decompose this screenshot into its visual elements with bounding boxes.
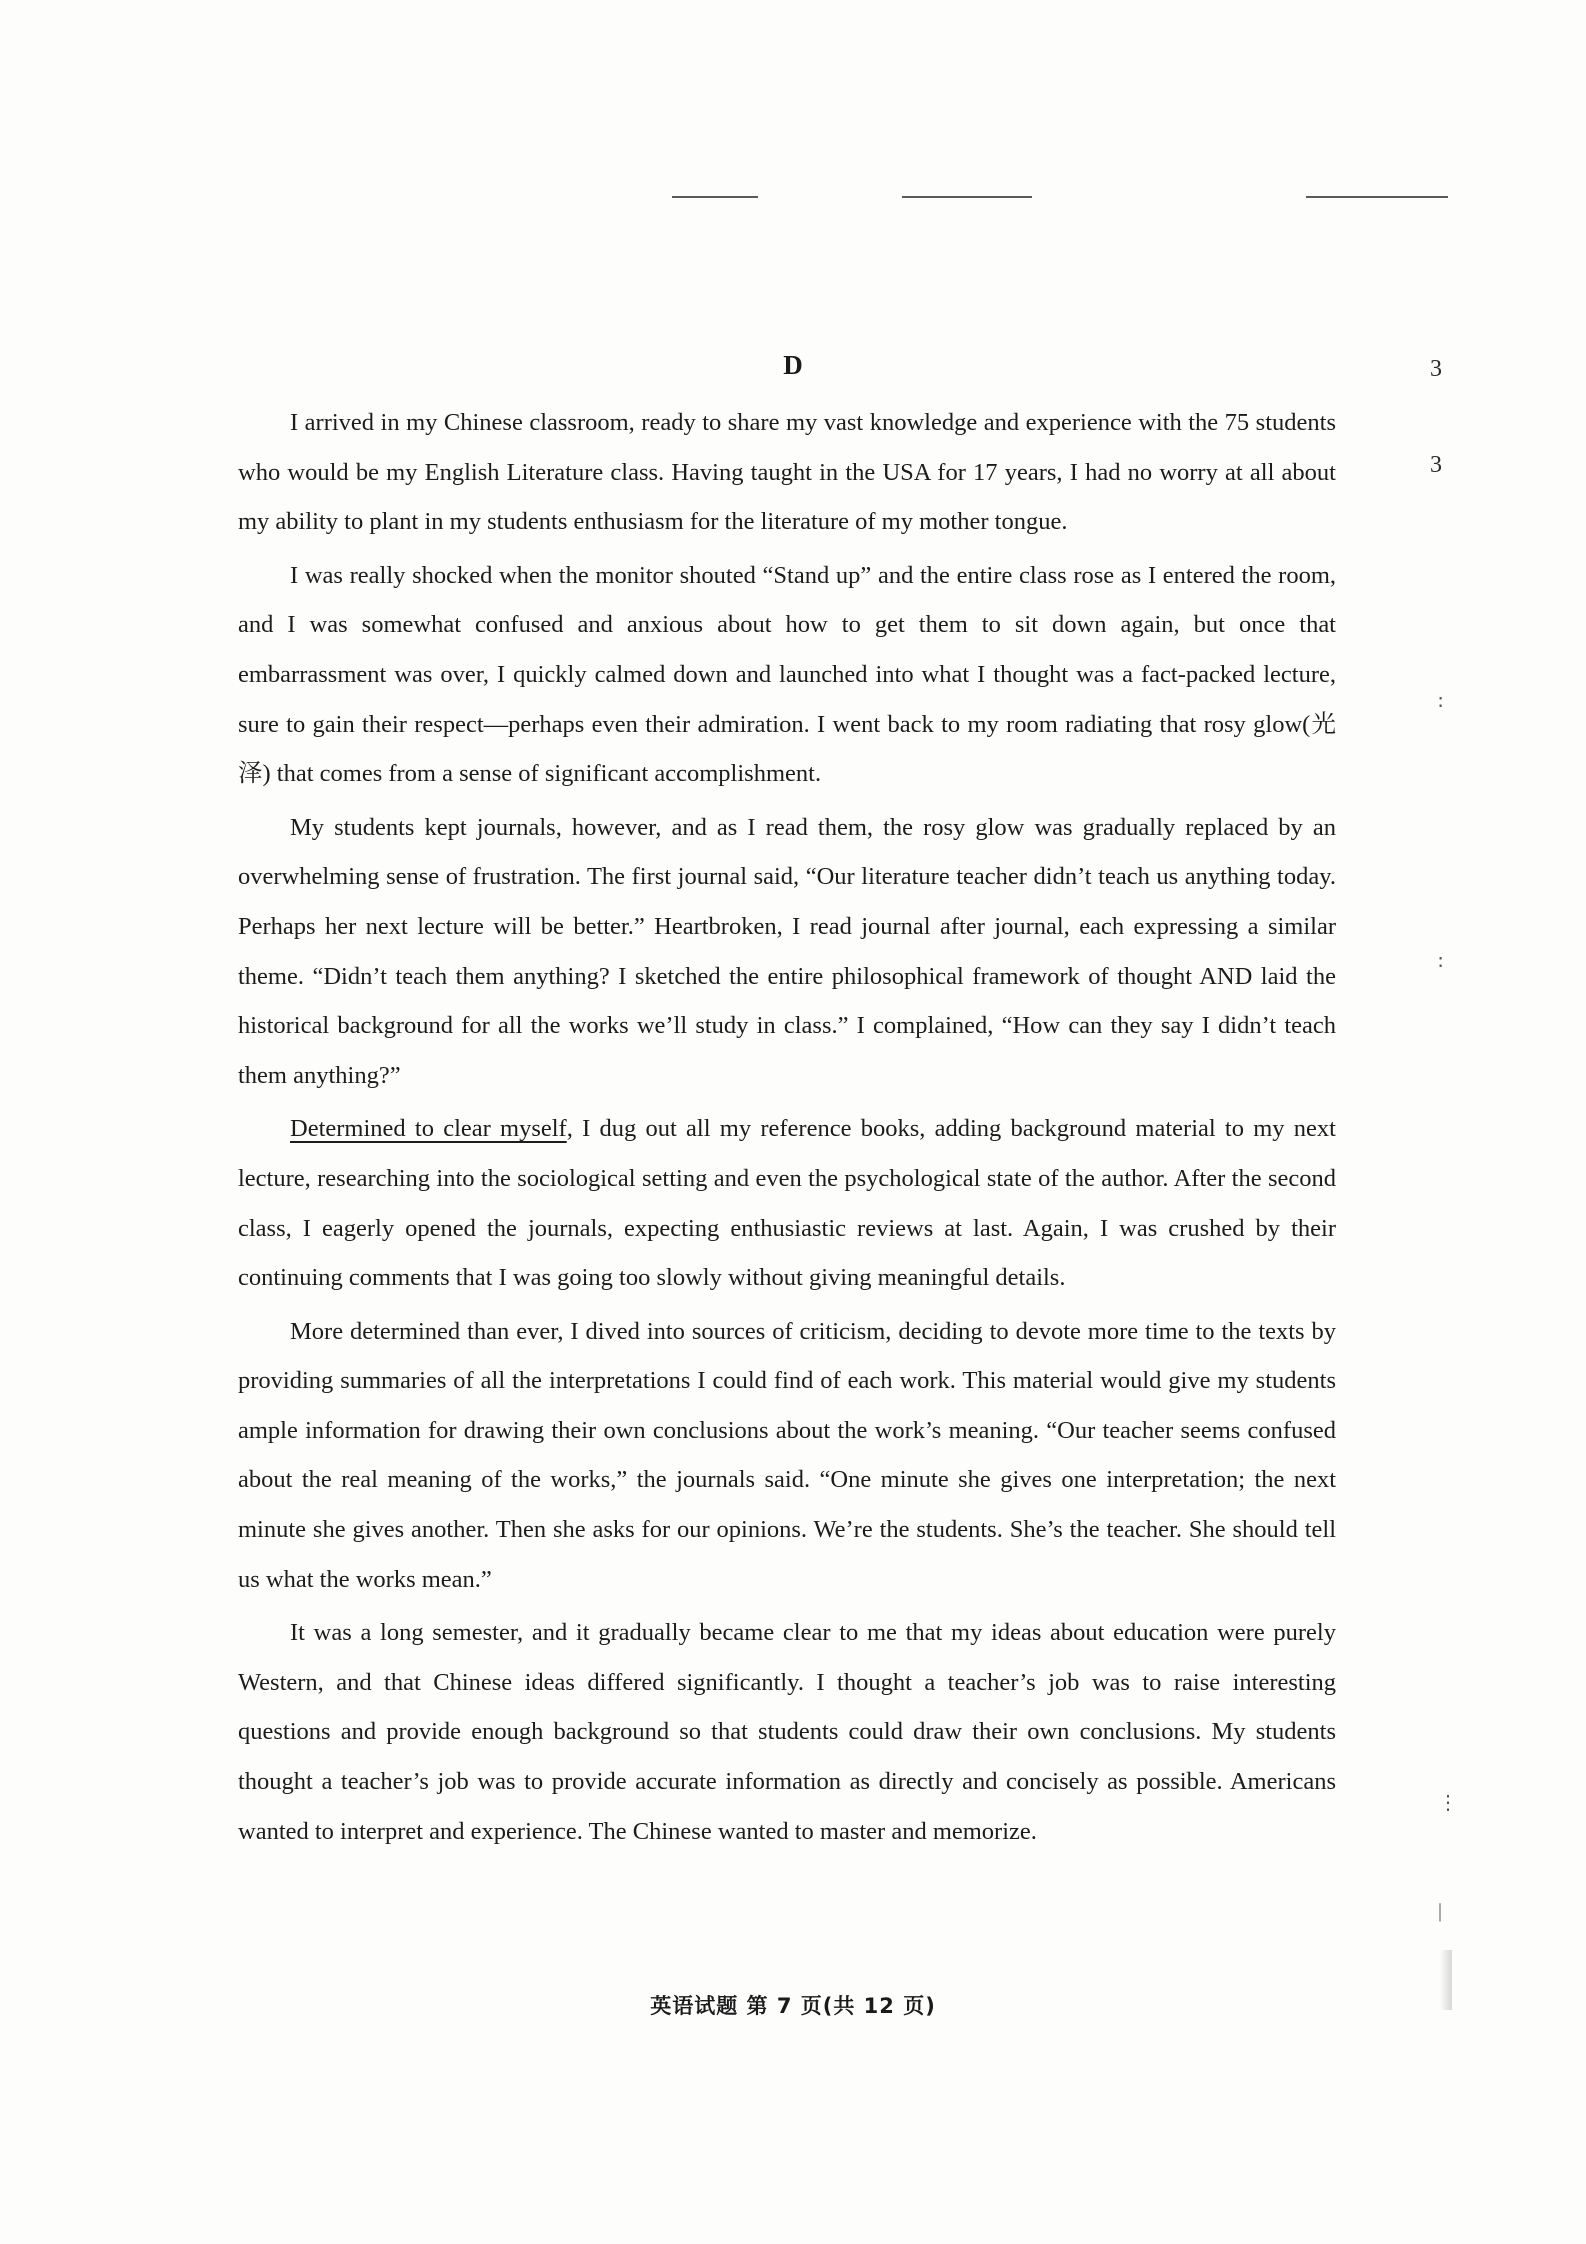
paragraph-3: My students kept journals, however, and as I read them, the rosy glow was gradually replaced by an overwhelming sense of frustration. The first journal said, “Our literature teacher didn’t teach us anything today. Perhaps her next lecture will be better.” Heartbroken, I read journal after journal, each expressing a similar theme. “Didn’t teach them anything? I sketched the entire philosophical framework of thought AND laid the historical background for all the works we’ll study in class.” I complained, “How can they say I didn’t teach them anything?” [238, 813, 1336, 1089]
paragraph-2: I was really shocked when the monitor shouted “Stand up” and the entire class rose as I entered the room, and I was somewhat confused and anxious about how to get them to sit down again, but once that embarrassment was over, I quickly calmed down and launched into what I thought was a fact-packed lecture, sure to gain their respect—perhaps even their admiration. I went back to my room radiating that rosy glow(光泽) that comes from a sense of significant accomplishment. [238, 561, 1336, 788]
top-rule-left [672, 196, 758, 198]
margin-mark-1: 3 [1430, 356, 1442, 382]
reading-passage [238, 398, 1336, 1860]
top-rule-middle [902, 196, 1032, 198]
page-footer: 英语试题 第 7 页(共 12 页) [650, 1994, 936, 2018]
paragraph-6: It was a long semester, and it gradually became clear to me that my ideas about education were purely Western, and that Chinese ideas differed significantly. I thought a teacher’s job was to raise interesting questions and provide enough background so that students could draw their own conclusions. My students thought a teacher’s job was to provide accurate information as directly and concisely as possible. Americans wanted to interpret and experience. The Chinese wanted to master and memorize. [238, 1619, 1336, 1845]
margin-bleed-mark: | [1438, 1900, 1443, 1922]
margin-bleed-mark: ⋮ [1438, 1792, 1458, 1814]
paragraph-4 [238, 1104, 1336, 1302]
section-letter: D [783, 350, 803, 380]
top-rule-right [1306, 196, 1448, 198]
margin-bleed-mark: ∶ [1438, 692, 1444, 714]
paragraph-4-text: , I dug out all my reference books, adding background material to my next lecture, researching into the sociological setting and even the psychological state of the author. After the second class, I eagerly opened the journals, expecting enthusiastic reviews at last. Again, I was crushed by their continuing comments that I was going too slowly without giving meaningful details. [238, 1115, 1336, 1292]
underlined-phrase: Determined to clear myself [290, 1115, 567, 1143]
margin-bleed-mark: ∶ [1438, 952, 1444, 974]
paragraph-1: I arrived in my Chinese classroom, ready to share my vast knowledge and experience with the 75 students who would be my English Literature class. Having taught in the USA for 17 years, I had no worry at all about my ability to plant in my students enthusiasm for the literature of my mother tongue. [238, 409, 1336, 536]
margin-mark-2: 3 [1430, 452, 1442, 478]
paragraph-5: More determined than ever, I dived into sources of criticism, deciding to devote more time to the texts by providing summaries of all the interpretations I could find of each work. This material would give my students ample information for drawing their own conclusions about the work’s meaning. “Our teacher seems confused about the real meaning of the works,” the journals said. “One minute she gives one interpretation; the next minute she gives another. Then she asks for our opinions. We’re the students. She’s the teacher. She should tell us what the works mean.” [238, 1317, 1336, 1593]
